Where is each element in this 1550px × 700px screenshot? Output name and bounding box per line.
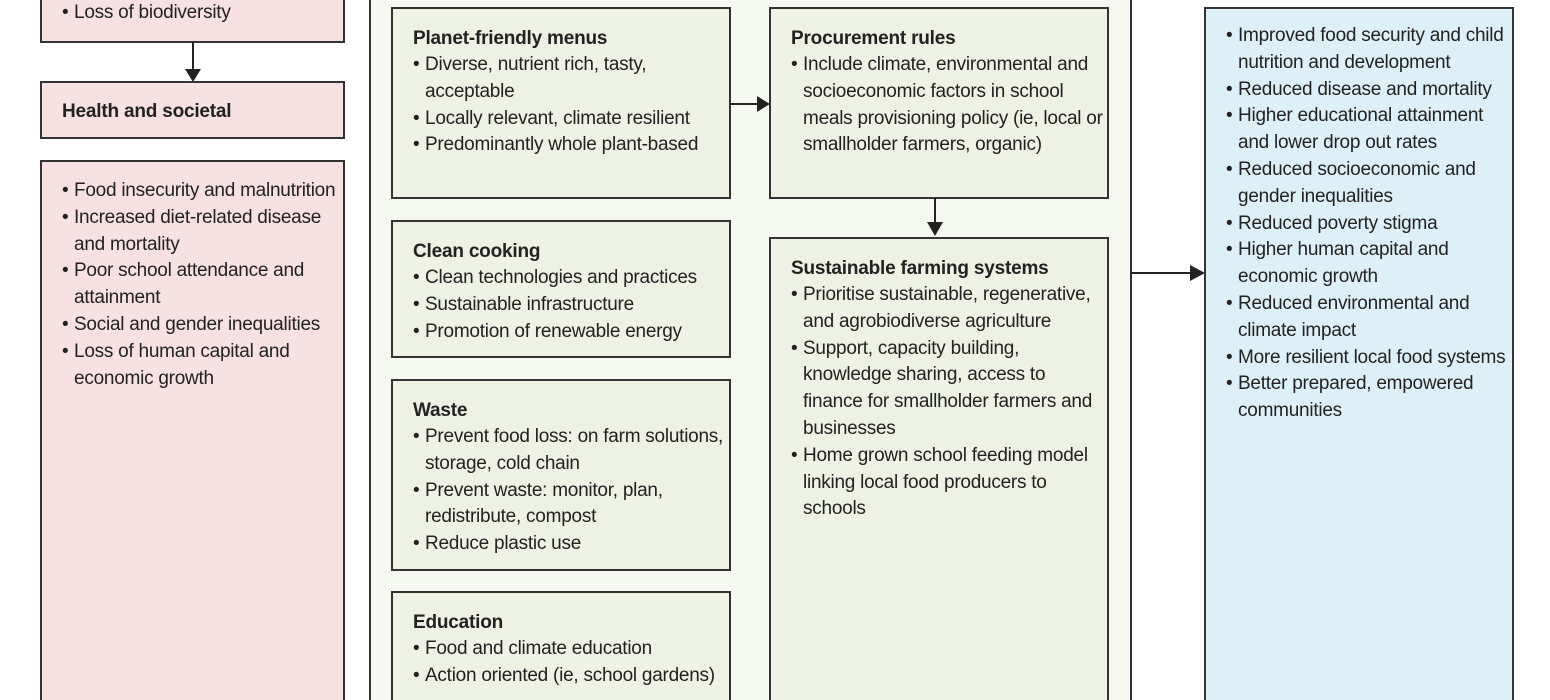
procurement-rules-title: Procurement rules xyxy=(791,28,956,49)
outcomes-box xyxy=(1204,7,1514,700)
planet-friendly-menus-box xyxy=(391,7,731,199)
list-item: • Social and gender inequalities xyxy=(62,312,342,339)
list-item: • Reduced disease and mortality xyxy=(1226,77,1508,104)
list-item: • Increased diet-related disease and mortality xyxy=(62,205,342,259)
list-item: • Diverse, nutrient rich, tasty, acceptable xyxy=(413,52,725,106)
right-arrow-menus-to-procurement xyxy=(730,94,772,114)
list-item: • Promotion of renewable energy xyxy=(413,319,725,346)
down-arrow-left xyxy=(182,42,204,84)
list-item: • Reduce plastic use xyxy=(413,531,725,558)
list-item: • Reduced socioeconomic and gender inequalities xyxy=(1226,157,1508,211)
list-item: • Include climate, environmental and socioeconomic factors in school meals provisioning policy (ie, local or smallholder farmers, organic) xyxy=(791,52,1103,159)
list-item: • Sustainable infrastructure xyxy=(413,292,725,319)
list-item: • Loss of human capital and economic growth xyxy=(62,339,342,393)
sustainable-farming-box xyxy=(769,237,1109,700)
health-societal-title: Health and societal xyxy=(62,101,232,122)
clean-cooking-box xyxy=(391,220,731,358)
list-item: • Locally relevant, climate resilient xyxy=(413,106,725,133)
list-item: • Poor school attendance and attainment xyxy=(62,258,342,312)
health-societal-header-box xyxy=(40,81,345,139)
list-item: • Loss of biodiversity xyxy=(62,0,337,27)
education-box xyxy=(391,591,731,700)
list-item: • Food and climate education xyxy=(413,636,725,663)
clean-cooking-title: Clean cooking xyxy=(413,241,541,262)
list-item: • Predominantly whole plant-based xyxy=(413,132,725,159)
waste-box xyxy=(391,379,731,571)
waste-title: Waste xyxy=(413,400,468,421)
health-societal-impacts-box xyxy=(40,160,345,700)
list-item: • Prevent food loss: on farm solutions, storage, cold chain xyxy=(413,424,725,478)
list-item: • Improved food security and child nutrition and development xyxy=(1226,23,1508,77)
list-item: • Reduced poverty stigma xyxy=(1226,211,1508,238)
education-title: Education xyxy=(413,612,504,633)
list-item: • Support, capacity building, knowledge sharing, access to finance for smallholder farmers and businesses xyxy=(791,336,1107,443)
list-item: • Home grown school feeding model linking local food producers to schools xyxy=(791,443,1107,523)
planet-friendly-menus-title: Planet-friendly menus xyxy=(413,28,608,49)
list-item: • Prevent waste: monitor, plan, redistribute, compost xyxy=(413,478,725,532)
list-item: • Reduced environmental and climate impact xyxy=(1226,291,1508,345)
list-item: • Clean technologies and practices xyxy=(413,265,725,292)
sustainable-farming-title: Sustainable farming systems xyxy=(791,258,1049,279)
right-arrow-to-outcomes xyxy=(1131,263,1207,283)
list-item: • Food insecurity and malnutrition xyxy=(62,178,342,205)
list-item: • Higher human capital and economic growth xyxy=(1226,237,1508,291)
procurement-rules-box xyxy=(769,7,1109,199)
list-item: • More resilient local food systems xyxy=(1226,345,1508,372)
list-item: • Better prepared, empowered communities xyxy=(1226,371,1508,425)
list-item: • Prioritise sustainable, regenerative, and agrobiodiverse agriculture xyxy=(791,282,1107,336)
list-item: • Higher educational attainment and lower drop out rates xyxy=(1226,103,1508,157)
environmental-impacts-box xyxy=(40,0,345,43)
down-arrow-procurement-to-farming xyxy=(924,198,946,240)
list-item: • Action oriented (ie, school gardens) xyxy=(413,663,725,690)
